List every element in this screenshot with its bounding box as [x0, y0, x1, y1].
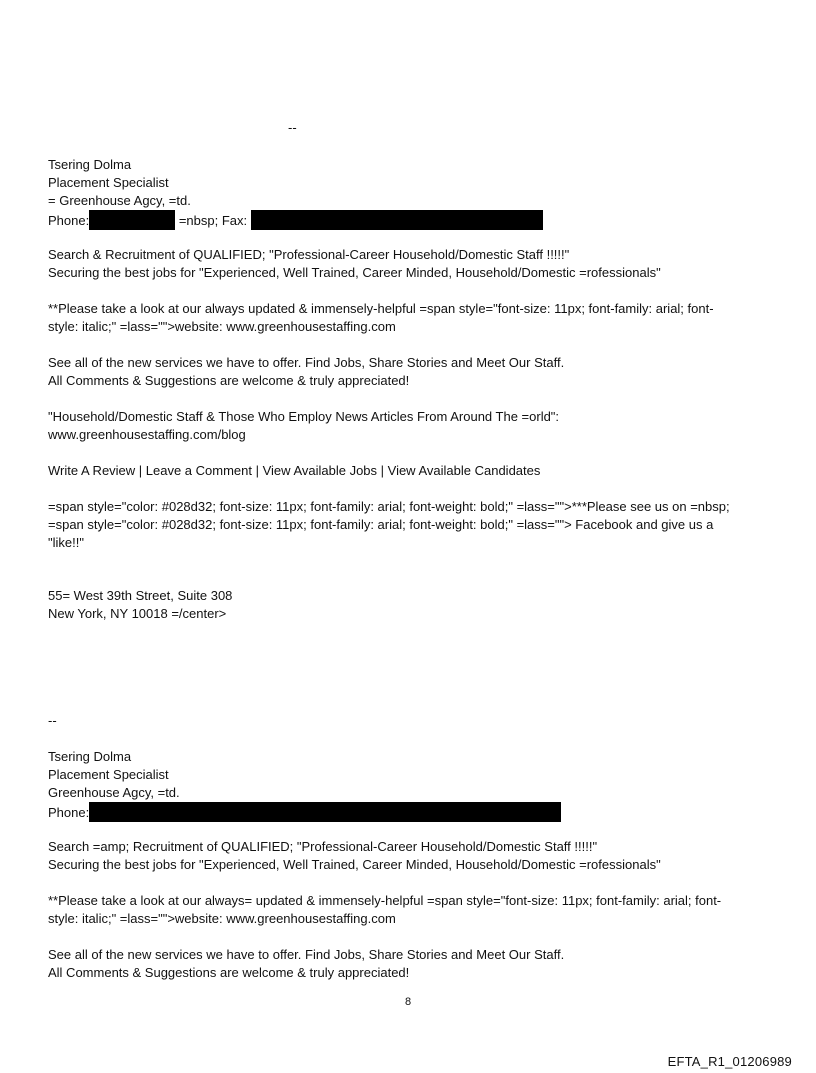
sig1-title: Placement Specialist	[48, 175, 169, 190]
sig2-search-line: Search =amp; Recruitment of QUALIFIED; "Professional-Career Household/Domestic Staff !!!!!"	[48, 839, 598, 854]
redaction-box	[251, 210, 543, 230]
sig2-comments-line: All Comments & Suggestions are welcome & truly appreciated!	[48, 965, 410, 980]
sig2-agency: Greenhouse Agcy, =td.	[48, 785, 180, 800]
sig2-services-line: See all of the new services we have to offer. Find Jobs, Share Stories and Meet Our Staff.	[48, 947, 565, 962]
page-number: 8	[404, 996, 412, 1008]
sig1-phone-label: Phone:	[48, 213, 90, 228]
separator-mid: --	[48, 713, 57, 728]
sig1-name: Tsering Dolma	[48, 157, 132, 172]
sig1-links-line: Write A Review | Leave a Comment | View Available Jobs | View Available Candidates	[48, 463, 541, 478]
sig1-comments-line: All Comments & Suggestions are welcome & truly appreciated!	[48, 373, 410, 388]
bates-number: EFTA_R1_01206989	[667, 1054, 792, 1069]
redaction-box	[89, 210, 175, 230]
sig2-securing-line: Securing the best jobs for "Experienced, Well Trained, Career Minded, Household/Domestic =rofessionals"	[48, 857, 661, 872]
sig2-phone-label: Phone:	[48, 805, 90, 820]
sig1-address-line-2: New York, NY 10018 =/center>	[48, 606, 227, 621]
sig2-name: Tsering Dolma	[48, 749, 132, 764]
sig1-please-line-1: **Please take a look at our always updated & immensely-helpful =span style="font-size: 11px; font-family: arial; font-	[48, 301, 714, 316]
sig1-search-line: Search & Recruitment of QUALIFIED; "Professional-Career Household/Domestic Staff !!!!!"	[48, 247, 570, 262]
sig1-agency: = Greenhouse Agcy, =td.	[48, 193, 191, 208]
sig2-phone-line	[48, 802, 561, 822]
sig1-phone-line	[48, 210, 543, 230]
separator-top: --	[288, 120, 297, 135]
sig1-securing-line: Securing the best jobs for "Experienced, Well Trained, Career Minded, Household/Domestic =rofessionals"	[48, 265, 661, 280]
sig2-title: Placement Specialist	[48, 767, 169, 782]
redaction-box	[89, 802, 561, 822]
sig2-please-line-2: style: italic;" =lass="">website: www.greenhousestaffing.com	[48, 911, 396, 926]
sig1-facebook-line-1: =span style="color: #028d32; font-size: 11px; font-family: arial; font-weight: bold;" =lass="">***Please see us on =nbsp;	[48, 499, 730, 514]
sig1-address-line-1: 55= West 39th Street, Suite 308	[48, 588, 233, 603]
sig1-facebook-line-3: "like!!"	[48, 535, 84, 550]
sig1-news-line-2: www.greenhousestaffing.com/blog	[48, 427, 246, 442]
sig1-facebook-line-2: =span style="color: #028d32; font-size: 11px; font-family: arial; font-weight: bold;" =lass=""> Facebook and give us a	[48, 517, 714, 532]
sig1-services-line: See all of the new services we have to offer. Find Jobs, Share Stories and Meet Our Staff.	[48, 355, 565, 370]
sig1-please-line-2: style: italic;" =lass="">website: www.greenhousestaffing.com	[48, 319, 396, 334]
sig1-news-line-1: "Household/Domestic Staff & Those Who Employ News Articles From Around The =orld":	[48, 409, 560, 424]
sig2-please-line-1: **Please take a look at our always= updated & immensely-helpful =span style="font-size: 11px; font-family: arial; font-	[48, 893, 722, 908]
sig1-phone-mid: =nbsp; Fax:	[178, 213, 248, 228]
